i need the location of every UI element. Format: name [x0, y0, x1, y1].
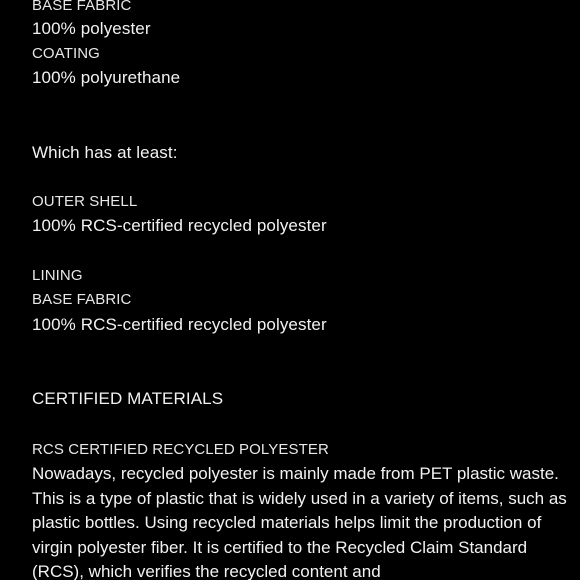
lining-base-fabric-label: BASE FABRIC	[32, 291, 132, 308]
lining-base-fabric-value: 100% RCS-certified recycled polyester	[32, 315, 327, 334]
lining-label: LINING	[32, 267, 83, 284]
rcs-item-title: RCS CERTIFIED RECYCLED POLYESTER	[32, 441, 329, 458]
base-fabric-value: 100% polyester	[32, 19, 151, 38]
rcs-item-description: Nowadays, recycled polyester is mainly made from PET plastic waste. This is a type of plastic that is widely used in a variety of items, such as plastic bottles. Using recycled materials helps limit the production of virgin polyester fiber. It is certified to the Recycled Claim Standard (RCS), which verifies the recycled content and	[32, 464, 567, 580]
certified-materials-heading: CERTIFIED MATERIALS	[32, 389, 224, 408]
base-fabric-label: BASE FABRIC	[32, 0, 132, 14]
which-has-at-least-text: Which has at least:	[32, 143, 178, 162]
outer-shell-label: OUTER SHELL	[32, 193, 138, 210]
coating-value: 100% polyurethane	[32, 68, 181, 87]
coating-label: COATING	[32, 45, 100, 62]
outer-shell-value: 100% RCS-certified recycled polyester	[32, 216, 327, 235]
